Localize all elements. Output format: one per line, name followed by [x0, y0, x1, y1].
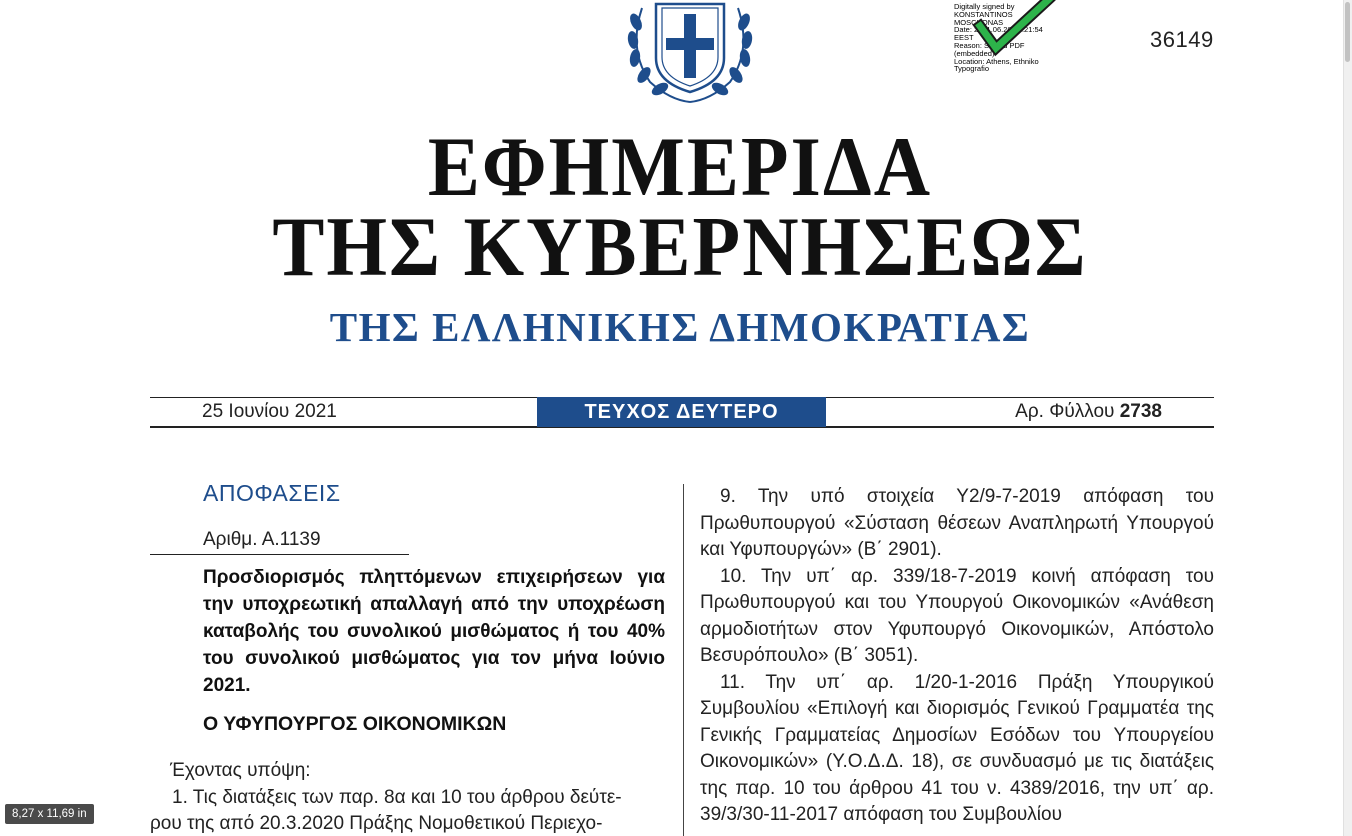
signature-line: KONSTANTINOS: [954, 9, 1013, 19]
issue-bar: [150, 397, 1214, 428]
signature-line: Reason: Signed PDF: [954, 40, 1025, 50]
paragraph: 11. Την υπ΄ αρ. 1/20-1-2016 Πράξη Υπουργικού Συμβουλίου «Επιλογή και διορισμός Γενικού Γραμματέα της Γενικής Γραμματείας Δημοσίων Εσόδων του Υπουργείου Οικονομικών» (Υ.Ο.Δ.Δ. 18), σε συνδυασμό με τις διατάξεις της παρ. 10 του άρθρου 41 του ν. 4389/2016, την υπ΄ αρ. 39/3/30-11-2017 απόφαση του Συμβουλίου: [700, 671, 1214, 825]
gazette-subtitle: ΤΗΣ ΚΥΒΕΡΝΗΣΕΩΣ: [272, 199, 1088, 294]
signature-line: (embedded): [954, 48, 995, 58]
scrollbar-thumb[interactable]: [1345, 2, 1350, 62]
sheet-label: Αρ. Φύλλου: [1015, 401, 1120, 422]
signature-line: Location: Athens, Ethniko: [954, 56, 1039, 66]
signature-line: Digitally signed by: [954, 2, 1015, 11]
green-check-icon: [972, 0, 1062, 80]
issue-date: 25 Ιουνίου 2021: [202, 401, 337, 422]
vertical-scrollbar[interactable]: [1343, 0, 1352, 836]
decision-number: Αριθμ. Α.1139: [203, 529, 321, 550]
signature-line: Typografio: [954, 64, 990, 74]
considering-text: Έχοντας υπόψη:: [170, 760, 311, 781]
signature-line: MOSCHONAS: [954, 17, 1004, 27]
paragraph: 9. Την υπό στοιχεία Υ2/9-7-2019 απόφαση του Πρωθυπουργού «Σύσταση θέσεων Αναπληρωτή Υπουργού και Υφυπουργών» (Β΄ 2901).: [700, 486, 1214, 560]
column-divider: [683, 484, 684, 836]
sheet-number: 2738: [1119, 401, 1162, 422]
signature-line: EEST: [954, 33, 974, 43]
body-line: ρου της από 20.3.2020 Πράξης Νομοθετικού Περιεχο-: [150, 813, 603, 834]
right-column: [700, 484, 1214, 829]
page-number: 36149: [1150, 27, 1214, 52]
page-size-badge: 8,27 x 11,69 in: [5, 804, 94, 824]
issue-sheet-number: [1015, 401, 1162, 423]
section-title: ΑΠΟΦΑΣΕΙΣ: [203, 480, 341, 506]
minister-heading: Ο ΥΦΥΠΟΥΡΓΟΣ ΟΙΚΟΝΟΜΙΚΩΝ: [203, 713, 507, 735]
decision-subject: Προσδιορισμός πληττόμενων επιχειρήσεων για την υποχρεωτική απαλλαγή από την υποχρέωση καταβολής του συνολικού μισθώματος ή του 40% του συνολικού μισθώματος για τον μήνα Ιούνιο 2021.: [203, 567, 665, 696]
gazette-republic: ΤΗΣ ΕΛΛΗΝΙΚΗΣ ΔΗΜΟΚΡΑΤΙΑΣ: [329, 304, 1031, 350]
paragraph: 10. Την υπ΄ αρ. 339/18-7-2019 κοινή απόφαση του Πρωθυπουργού και του Υπουργού Οικονομικών «Ανάθεση αρμοδιοτήτων στον Υφυπουργό Οικονομικών, Απόστολο Βεσυρόπουλο» (Β΄ 3051).: [700, 565, 1214, 666]
divider: [150, 554, 409, 555]
body-line: 1. Τις διατάξεις των παρ. 8α και 10 του άρθρου δεύτε-: [172, 787, 622, 808]
gazette-title: ΕΦΗΜΕΡΙΔΑ: [427, 119, 933, 214]
signature-line: Date: 2021.06.26 01:21:54: [954, 25, 1043, 35]
greek-coat-of-arms-icon: [620, 0, 760, 104]
issue-series: ΤΕΥΧΟΣ ΔΕΥΤΕΡΟ: [537, 397, 826, 427]
